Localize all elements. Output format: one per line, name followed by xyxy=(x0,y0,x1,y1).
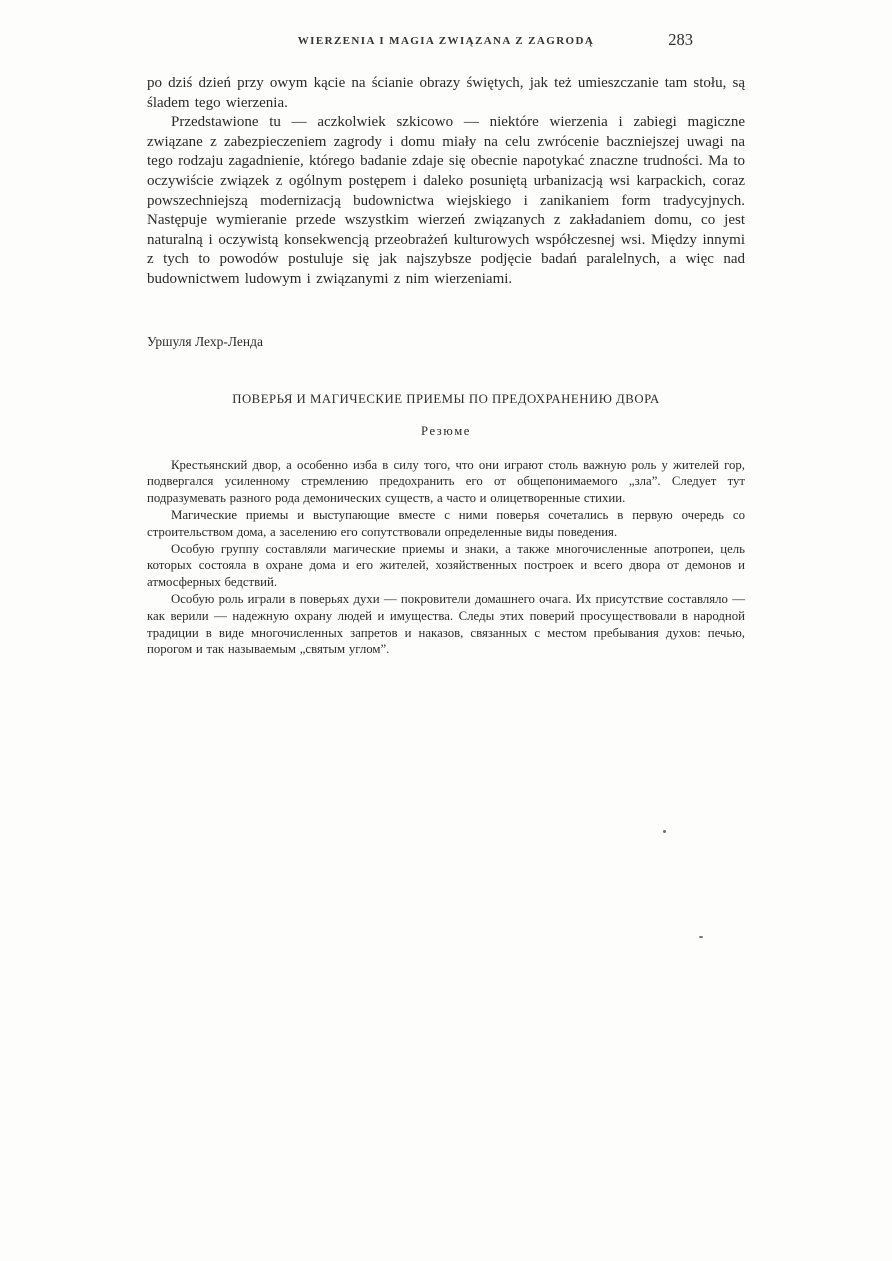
summary-paragraph: Магические приемы и выступающие вместе с ними поверья сочетались в первую очередь со строительством дома, а заселению его сопутствовали определенные виды поведения. xyxy=(147,507,745,539)
summary-paragraph: Крестьянский двор, а особенно изба в силу того, что они играют столь важную роль у жителей гор, подвергался усиленному стремлению предохранить его от общепонимаемого „зла”. Следует тут подразумевать разного рода демонических существ, а часто и олицетворенные стихии. xyxy=(147,457,745,506)
scan-artifact-speck xyxy=(663,830,666,833)
running-header xyxy=(147,30,745,52)
summary-author: Уршуля Лехр-Ленда xyxy=(147,333,264,349)
scan-artifact-speck xyxy=(699,936,703,938)
summary-text xyxy=(147,457,745,659)
summary-paragraph: Особую группу составляли магические приемы и знаки, а также многочисленные апотропеи, цель которых состояла в охране дома и его жителей, хозяйственных построек и всего двора от демонов и атмосферных бедствий. xyxy=(147,541,745,590)
summary-title: ПОВЕРЬЯ И МАГИЧЕСКИЕ ПРИЕМЫ ПО ПРЕДОХРАНЕНИЮ ДВОРА xyxy=(232,391,660,406)
running-header-title: WIERZENIA I MAGIA ZWIĄZANA Z ZAGRODĄ xyxy=(297,35,595,47)
summary-subtitle: Резюме xyxy=(421,423,471,438)
text-block xyxy=(147,0,745,658)
paragraph: po dziś dzień przy owym kącie na ścianie obrazy świętych, jak też umieszczanie tam stołu, są śladem tego wierzenia. xyxy=(147,75,745,111)
page-number: 283 xyxy=(668,30,693,49)
paragraph: Przedstawione tu — aczkolwiek szkicowo — niektóre wierzenia i zabiegi magiczne związane z zabezpieczeniem zagrody i domu miały na celu zwrócenie baczniejszej uwagi na tego rodzaju zagadnienie, którego badanie zdaje się obecnie napotykać znaczne trudności. Ma to oczywiście związek z ogólnym postępem i daleko posuniętą urbanizacją wsi karpackich, coraz powszechniejszą modernizacją budownictwa wiejskiego i zanikaniem form tradycyjnych. Następuje wymieranie przede wszystkim wierzeń związanych z zakładaniem domu, co jest naturalną i oczywistą konsekwencją przeobrażeń kulturowych współczesnej wsi. Między innymi z tych to powodów postuluje się jak najszybsze podjęcie badań paralelnych, a więc nad budownictwem ludowym i związanymi z nim wierzeniami. xyxy=(147,114,745,287)
main-text xyxy=(147,74,745,290)
summary-paragraph: Особую роль играли в поверьях духи — покровители домашнего очага. Их присутствие составляло — как верили — надежную охрану людей и имущества. Следы этих поверий просуществовали в народной традиции в виде многочисленных запретов и наказов, связанных с местом пребывания духов: печью, порогом и так называемым „святым углом”. xyxy=(147,591,745,657)
